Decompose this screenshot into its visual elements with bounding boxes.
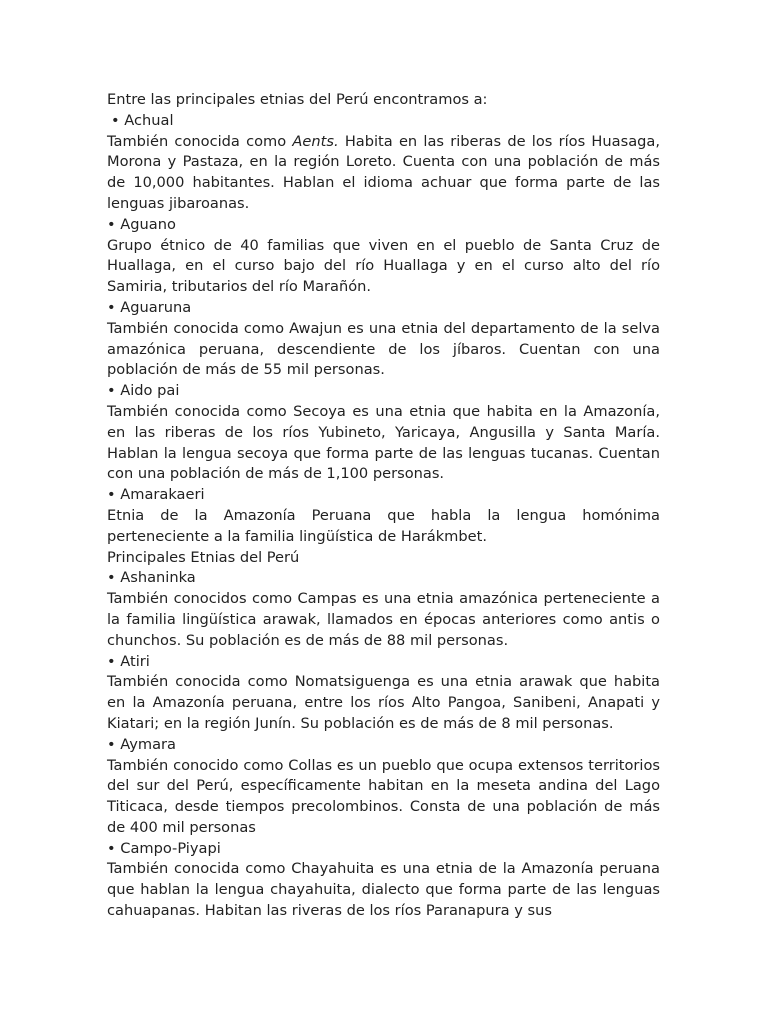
bullet-marker: • <box>107 735 116 753</box>
bullet-marker: • <box>107 486 116 504</box>
ethnic-group-name: Aido pai <box>120 382 180 400</box>
bullet-marker: • <box>107 298 116 316</box>
bullet-marker: • <box>107 652 116 670</box>
bullet-item-ashaninka <box>107 568 660 589</box>
ethnic-group-name: Aguaruna <box>120 298 192 316</box>
ethnic-group-name: Achual <box>124 111 174 129</box>
bullet-marker: • <box>107 215 116 233</box>
ethnic-group-name: Atiri <box>120 652 150 670</box>
bullet-item-achual <box>107 111 660 132</box>
ethnic-group-name: Amarakaeri <box>120 486 205 504</box>
section-subheading: Principales Etnias del Perú <box>107 548 300 566</box>
ethnic-group-description: También conocida como Secoya es una etnia que habita en la Amazonía, en las riberas de los ríos Yubineto, Yaricaya, Angusilla y Santa María. Hablan la lengua secoya que forma parte de las lenguas tucanas. Cuentan con una población de más de 1,100 personas. <box>107 402 660 483</box>
bullet-item-aguano <box>107 215 660 236</box>
ethnic-group-description: También conocido como Collas es un pueblo que ocupa extensos territorios del sur del Perú, específicamente habitan en la meseta andina del Lago Titicaca, desde tiempos precolombinos. Consta de una población de más de 400 mil personas <box>107 756 660 836</box>
bullet-marker: • <box>107 839 116 857</box>
bullet-item-aguaruna <box>107 298 660 319</box>
bullet-marker: • <box>107 382 116 400</box>
bullet-item-campo-piyapi <box>107 839 660 860</box>
ethnic-group-description: También conocida como Nomatsiguenga es una etnia arawak que habita en la Amazonía peruana, entre los ríos Alto Pangoa, Sanibeni, Anapati y Kiatari; en la región Junín. Su población es de más de 8 mil personas. <box>107 673 660 732</box>
ethnic-group-description: También conocida como Chayahuita es una etnia de la Amazonía peruana que hablan la lengua chayahuita, dialecto que forma parte de las lenguas cahuapanas. Habitan las riveras de los ríos Paranapura y sus <box>107 860 660 920</box>
bullet-item-amarakaeri <box>107 485 660 506</box>
bullet-item-atiri <box>107 652 660 673</box>
ethnic-group-name: Aguano <box>120 215 176 233</box>
bullet-marker: • <box>107 569 116 587</box>
description-text: Habita en las riberas de los ríos Huasaga, Morona y Pastaza, en la región Loreto. Cuenta con una población de más de 10,000 habitantes. Hablan el idioma achuar que forma parte de las lenguas jibaroanas. <box>107 132 660 212</box>
bullet-item-aido-pai <box>107 381 660 402</box>
italic-name: Aents. <box>292 132 339 150</box>
ethnic-group-description: Etnia de la Amazonía Peruana que habla la lengua homónima perteneciente a la familia lingüística de Harákmbet. <box>107 506 660 545</box>
ethnic-group-description: También conocidos como Campas es una etnia amazónica perteneciente a la familia lingüística arawak, llamados en épocas anteriores como antis o chunchos. Su población es de más de 88 mil personas. <box>107 590 660 649</box>
ethnic-group-description <box>107 132 660 215</box>
ethnic-group-name: Campo-Piyapi <box>120 839 221 857</box>
bullet-marker: • <box>111 111 120 129</box>
description-text: También conocida como <box>107 132 293 150</box>
bullet-item-aymara <box>107 735 660 756</box>
ethnic-group-description: También conocida como Awajun es una etnia del departamento de la selva amazónica peruana, descendiente de los jíbaros. Cuentan con una población de más de 55 mil personas. <box>107 319 660 379</box>
ethnic-group-description: Grupo étnico de 40 familias que viven en el pueblo de Santa Cruz de Huallaga, en el curso bajo del río Huallaga y en el curso alto del río Samiria, tributarios del río Marañón. <box>107 236 660 296</box>
intro-line: Entre las principales etnias del Perú encontramos a: <box>107 91 488 108</box>
ethnic-group-name: Aymara <box>120 735 176 753</box>
ethnic-group-name: Ashaninka <box>120 569 196 587</box>
document-page <box>107 90 660 922</box>
